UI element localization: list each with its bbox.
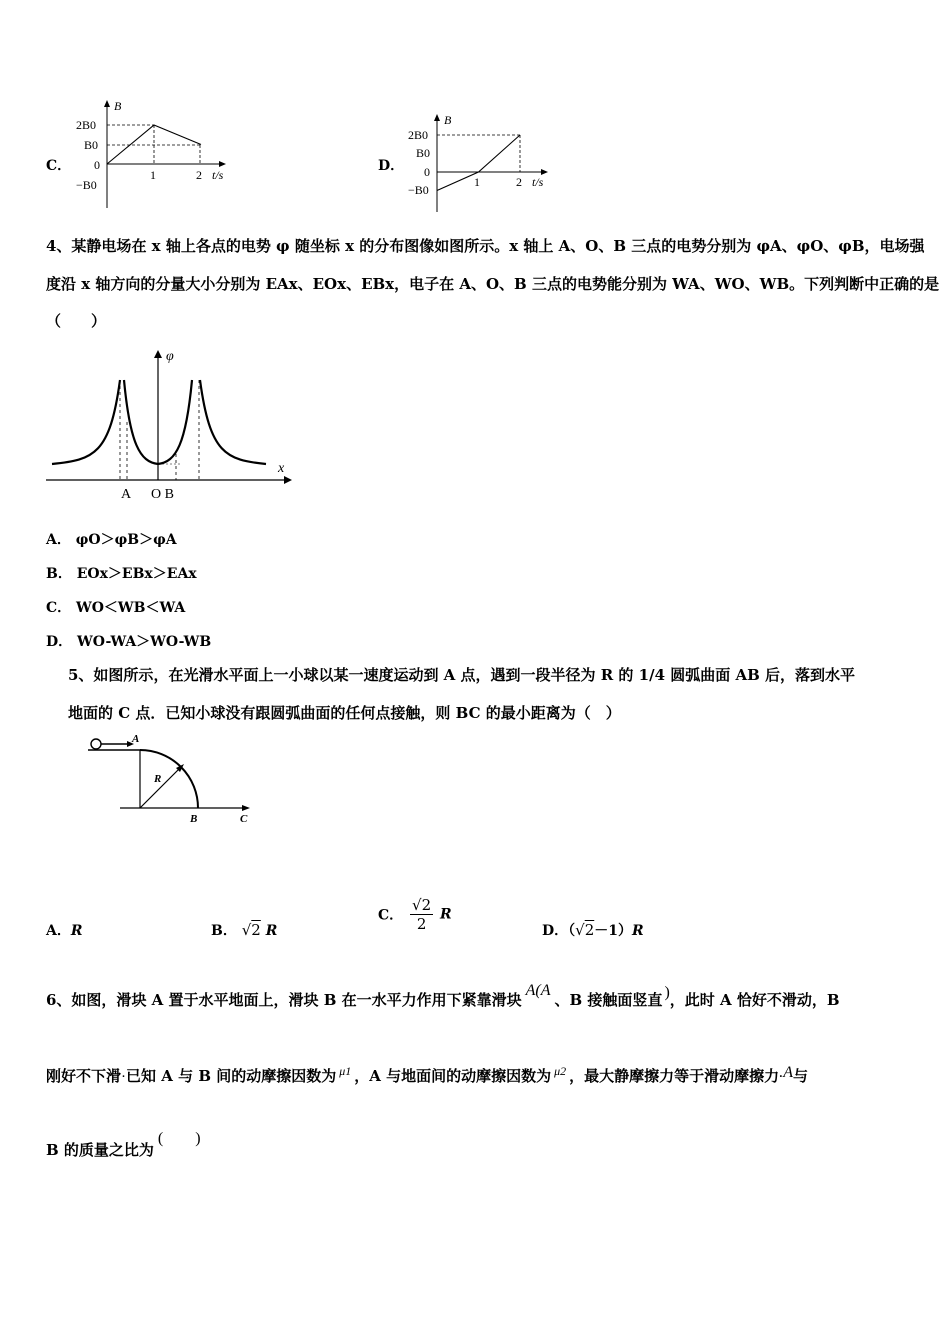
q4-graph-label-ob: O B bbox=[151, 487, 174, 502]
q5-figure bbox=[84, 730, 260, 830]
graph-d-xtick-2: 2 bbox=[516, 175, 522, 189]
q4-option-a: A． φO＞φB＞φA bbox=[46, 532, 177, 548]
graph-d bbox=[404, 110, 564, 216]
graph-c-ytick-b0: B0 bbox=[84, 138, 99, 152]
q4-option-b: B． EOx＞EBx＞EAx bbox=[46, 566, 197, 582]
q4-line-1: 4、某静电场在 x 轴上各点的电势 φ 随坐标 x 的分布图像如图所示。x 轴上 A、O、B 三点的电势分别为 φA、φO、φB，电场强 bbox=[46, 237, 925, 255]
graph-c-ytick-neg-b0: −B0 bbox=[76, 178, 97, 192]
graph-c-xtick-2: 2 bbox=[196, 168, 202, 182]
graph-c-ytick-2b0: 2B0 bbox=[76, 118, 97, 132]
q5-line-2: 地面的 C 点．已知小球没有跟圆弧曲面的任何点接触，则 BC 的最小距离为（ ） bbox=[68, 704, 621, 722]
q5-option-a: A．R bbox=[46, 923, 83, 939]
graph-c bbox=[70, 96, 240, 216]
graph-d-axis-x-label: t/s bbox=[532, 175, 544, 189]
label-r: R bbox=[154, 773, 162, 785]
q5-option-c: C． $\frac{√2}{2}$ R bbox=[378, 896, 452, 933]
q6-line-2: 刚好不下滑·已知 A 与 B 间的动摩擦因数为 $^{\mu 1}$ ，A 与地面间的动摩擦因数为 $^{\mu 2}$ ，最大静摩擦力等于滑动摩擦力.A与 bbox=[46, 1064, 808, 1085]
ball bbox=[91, 739, 101, 749]
q4-graph-axis-x-label: x bbox=[278, 461, 285, 476]
label-b: B bbox=[190, 813, 198, 825]
label-a: A bbox=[132, 733, 140, 745]
graph-d-xtick-1: 1 bbox=[474, 175, 480, 189]
graph-d-ytick-2b0: 2B0 bbox=[408, 128, 429, 142]
q4-option-d: D． WO-WA＞WO-WB bbox=[46, 634, 212, 650]
q5-option-b: B． √2 R bbox=[211, 921, 278, 939]
graph-c-xtick-1: 1 bbox=[150, 168, 156, 182]
q4-potential-graph bbox=[44, 344, 300, 506]
option-c-label: C． bbox=[46, 158, 72, 174]
q4-line-3: （ ） bbox=[46, 312, 107, 330]
fraction-sqrt2-over-2: $\frac{√2}{2}$ bbox=[412, 896, 432, 933]
graph-c-axis-y-label: B bbox=[114, 99, 122, 113]
q5-line-1: 5、如图所示，在光滑水平面上一小球以某一速度运动到 A 点，遇到一段半径为 R 的 1/4 圆弧曲面 AB 后，落到水平 bbox=[68, 666, 855, 684]
q4-potential-curve bbox=[52, 380, 266, 464]
graph-d-ytick-neg-b0: −B0 bbox=[408, 183, 429, 197]
graph-d-axis-y-label: B bbox=[444, 113, 452, 127]
q6-line-1: 6、如图，滑块 A 置于水平地面上，滑块 B 在一水平力作用下紧靠滑块A(A、B 接触面竖直 )，此时 A 恰好不滑动，B bbox=[46, 982, 840, 1009]
q4-graph-axis-y-label: φ bbox=[166, 349, 174, 364]
graph-c-ytick-0: 0 bbox=[94, 158, 100, 172]
q6-line-3: B 的质量之比为( ) bbox=[46, 1130, 201, 1159]
sqrt-2: √2 bbox=[241, 921, 261, 939]
q5-option-d: D．（√2－1）R bbox=[542, 921, 644, 939]
graph-c-axis-x-label: t/s bbox=[212, 168, 224, 182]
graph-d-ytick-0: 0 bbox=[424, 165, 430, 179]
option-d-label: D． bbox=[378, 158, 405, 174]
q4-option-c: C． WO＜WB＜WA bbox=[46, 600, 186, 616]
graph-d-ytick-b0: B0 bbox=[416, 146, 431, 160]
q4-graph-label-a: A bbox=[121, 487, 132, 502]
label-c: C bbox=[240, 813, 248, 825]
q4-line-2: 度沿 x 轴方向的分量大小分别为 EAx、EOx、EBx，电子在 A、O、B 三点的电势能分别为 WA、WO、WB。下列判断中正确的是 bbox=[46, 275, 940, 293]
sqrt-2-d: √2 bbox=[575, 921, 595, 939]
